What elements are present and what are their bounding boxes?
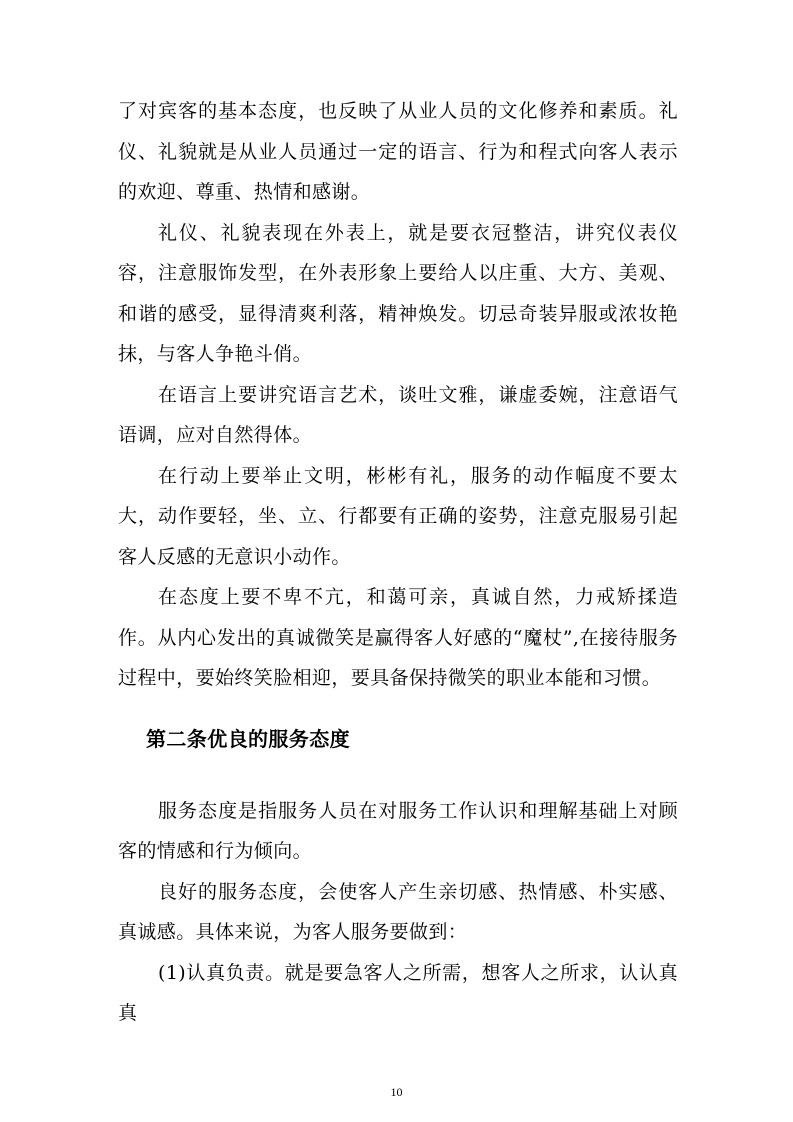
paragraph-item-1: (1)认真负责。就是要急客人之所需，想客人之所求，认认真真 (118, 961, 678, 1024)
page-number: 10 (390, 1085, 403, 1099)
paragraph-good-attitude: 良好的服务态度，会使客人产生亲切感、热情感、朴实感、真诚感。具体来说，为客人服务要做到： (118, 880, 678, 943)
paragraph-language: 在语言上要讲究语言艺术，谈吐文雅，谦虚委婉，注意语气语调，应对自然得体。 (118, 383, 678, 446)
paragraph-appearance: 礼仪、礼貌表现在外表上，就是要衣冠整洁，讲究仪表仪容，注意服饰发型，在外表形象上要给人以庄重、大方、美观、和谐的感受，显得清爽利落，精神焕发。切忌奇装异服或浓妆艳抹，与客人争艳斗俏。 (118, 221, 678, 365)
paragraph-definition: 服务态度是指服务人员在对服务工作认识和理解基础上对顾客的情感和行为倾向。 (118, 799, 678, 862)
section-heading: 第二条优良的服务态度 (146, 726, 350, 751)
paragraph-attitude: 在态度上要不卑不亢，和蔼可亲，真诚自然，力戒矫揉造作。从内心发出的真诚微笑是赢得客人好感的“魔杖”,在接待服务过程中，要始终笑脸相迎，要具备保持微笑的职业本能和习惯。 (118, 586, 678, 689)
paragraph-continuation: 了对宾客的基本态度，也反映了从业人员的文化修养和素质。礼仪、礼貌就是从业人员通过一定的语言、行为和程式向客人表示的欢迎、尊重、热情和感谢。 (118, 100, 678, 203)
document-body (118, 91, 678, 1034)
paragraph-behavior: 在行动上要举止文明，彬彬有礼，服务的动作幅度不要太大，动作要轻，坐、立、行都要有正确的姿势，注意克服易引起客人反感的无意识小动作。 (118, 464, 678, 568)
